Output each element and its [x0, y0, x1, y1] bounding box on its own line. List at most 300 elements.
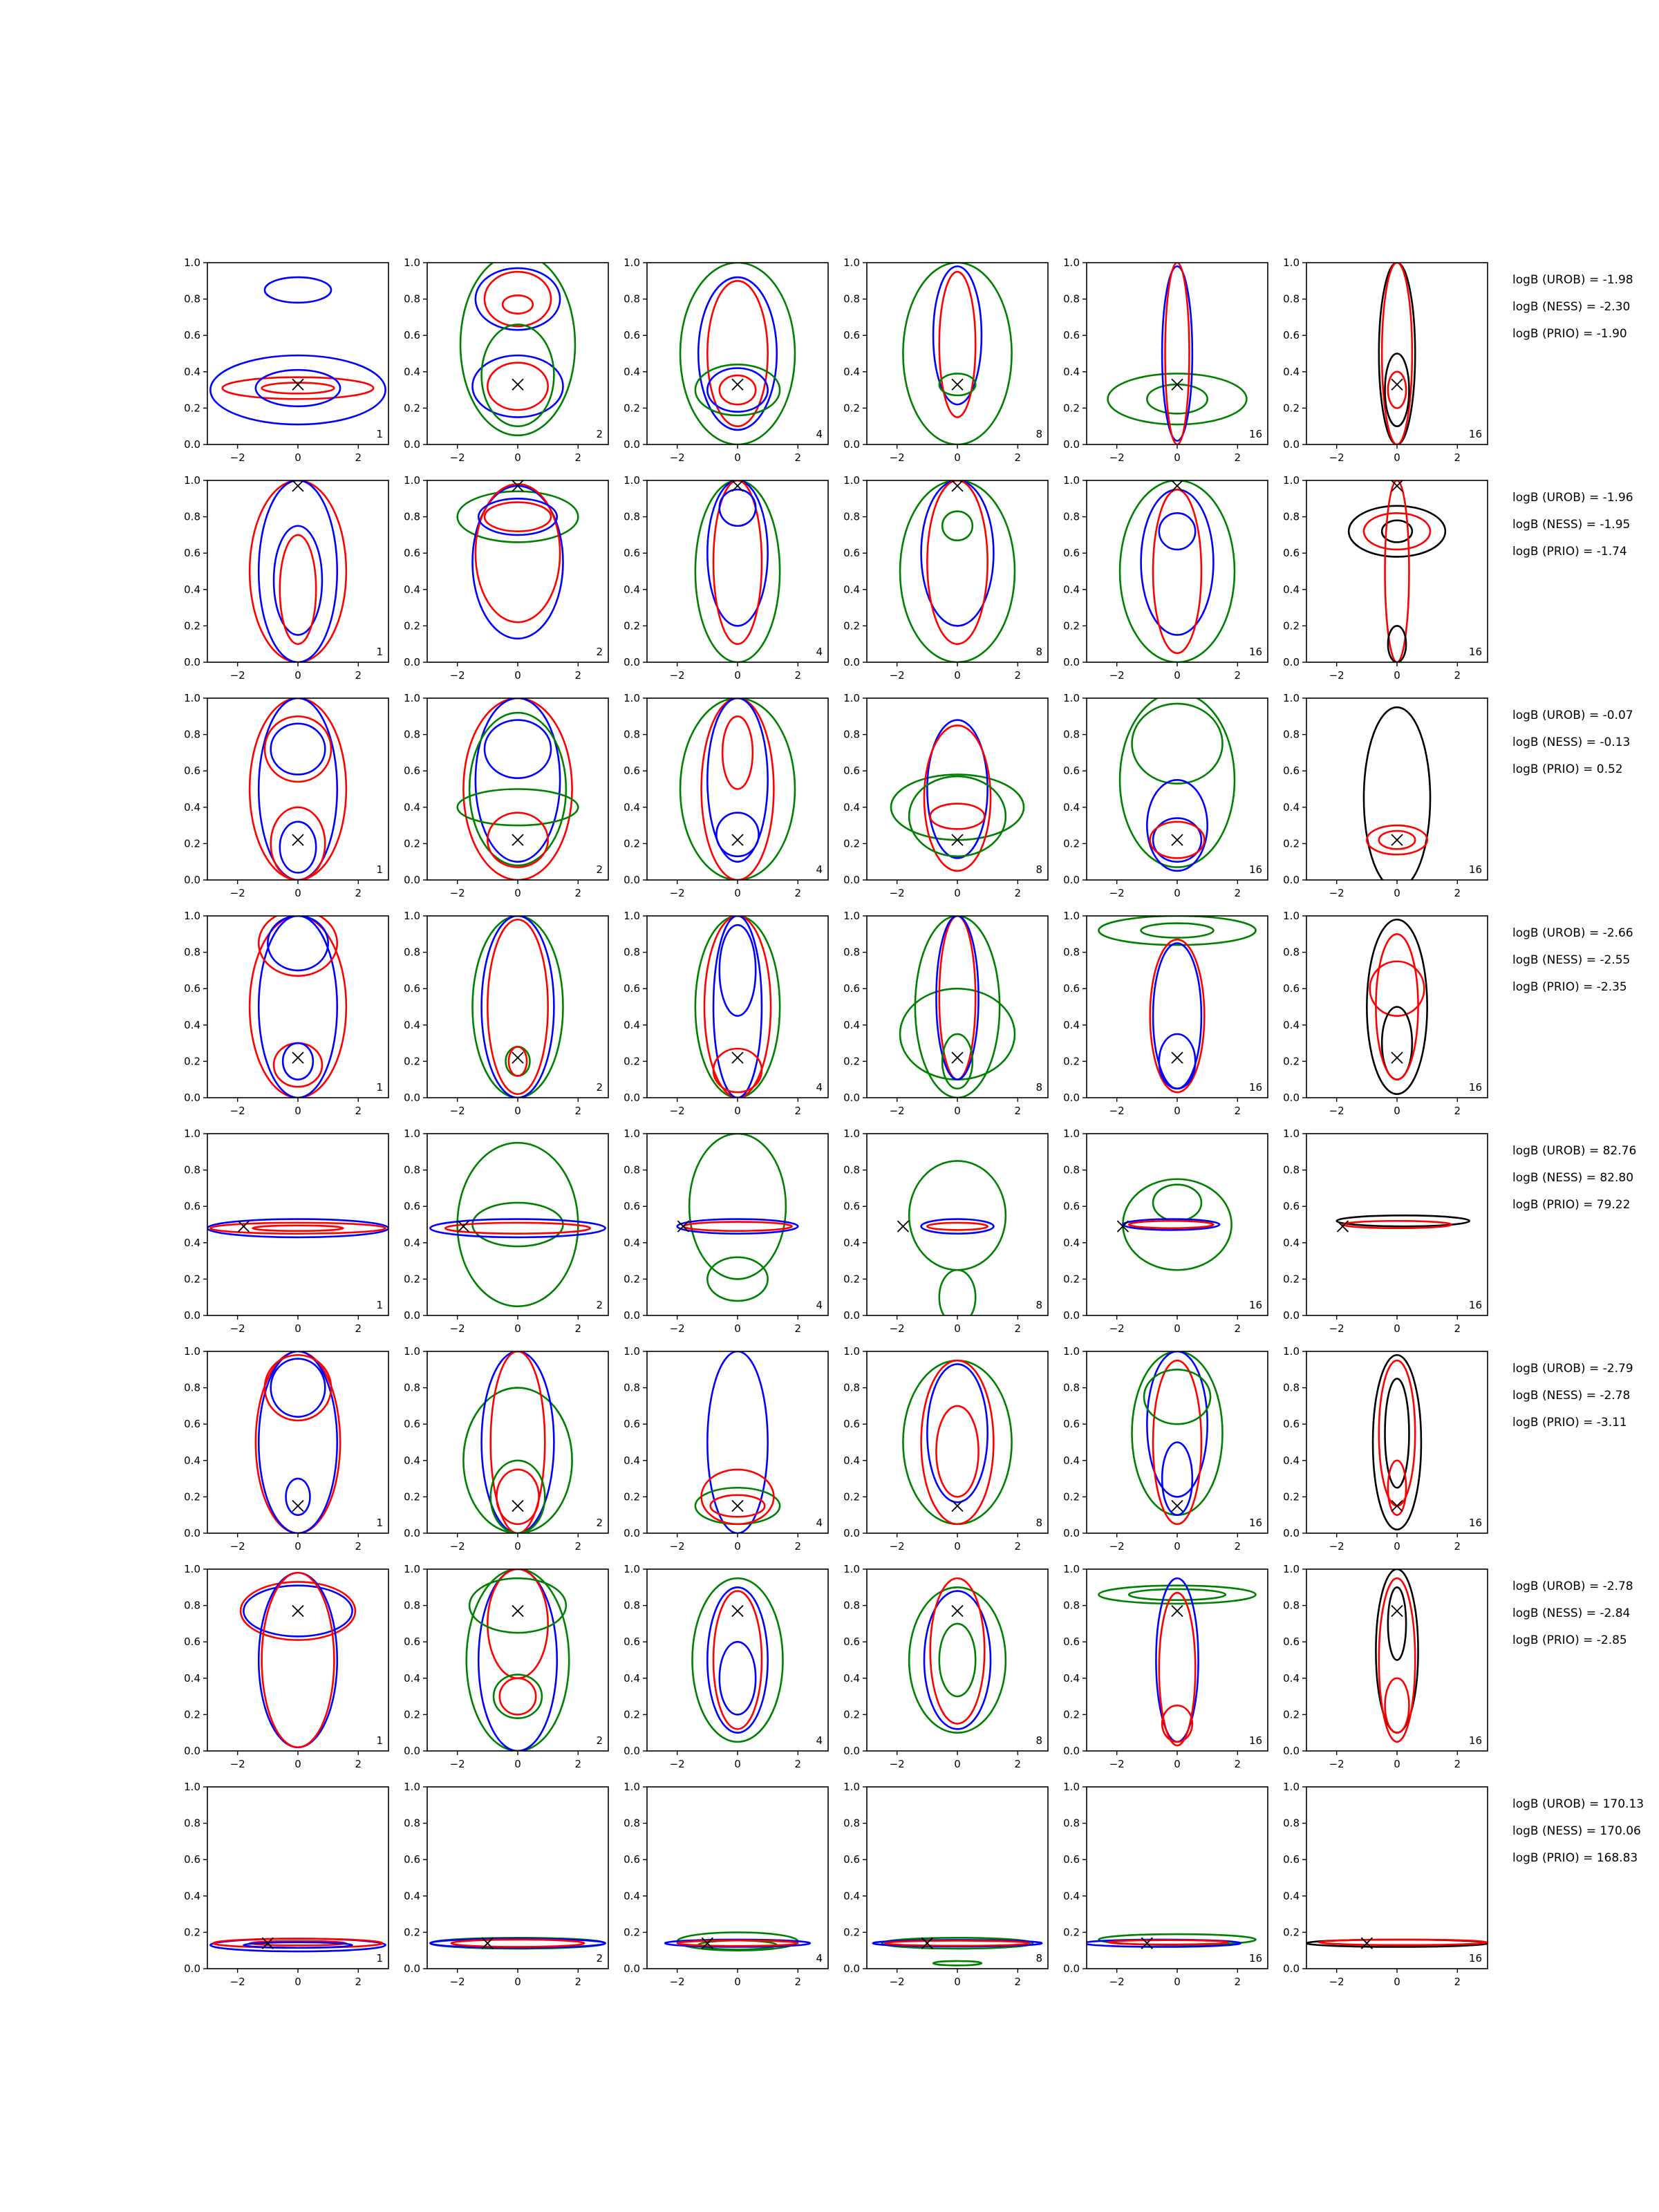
logb-urob: logB (UROB) = -2.66: [1512, 926, 1633, 940]
y-tick-label: 1.0: [843, 256, 860, 269]
y-tick-label: 0.2: [843, 619, 860, 632]
blue-contour: [482, 916, 554, 1098]
y-tick-label: 1.0: [843, 1563, 860, 1575]
x-tick-label: 0: [1174, 1322, 1181, 1335]
y-tick-label: 0.2: [1283, 1273, 1300, 1286]
x-tick-label: 2: [1454, 1758, 1461, 1770]
y-tick-label: 0.8: [184, 1163, 200, 1177]
y-tick-label: 0.2: [404, 1490, 420, 1503]
y-tick-label: 0.8: [1283, 510, 1300, 523]
red-contour: [720, 375, 756, 404]
red-contour: [487, 363, 547, 410]
contour-group: [1120, 693, 1235, 871]
y-tick-label: 1.0: [184, 1781, 200, 1793]
blue-contour: [927, 1364, 987, 1502]
contour-group: [467, 1569, 569, 1751]
green-contour: [1132, 704, 1223, 784]
y-tick-label: 0.0: [624, 438, 640, 451]
y-tick-label: 1.0: [624, 256, 640, 269]
y-tick-label: 0.6: [843, 1418, 860, 1431]
y-tick-label: 0.6: [1063, 547, 1080, 560]
panel-label: 16: [1468, 1299, 1482, 1311]
panel-r6-c5: [1063, 1345, 1268, 1553]
y-tick-label: 0.2: [1063, 837, 1080, 850]
red-contour: [702, 1470, 774, 1524]
y-tick-label: 0.6: [184, 1635, 200, 1649]
panel-r7-c1: [184, 1563, 388, 1770]
x-tick-label: 0: [514, 451, 521, 464]
blue-contour: [476, 268, 560, 330]
panel-label: 2: [596, 1952, 603, 1965]
y-tick-label: 0.4: [1283, 365, 1300, 378]
y-tick-label: 0.6: [843, 1200, 860, 1213]
x-tick-label: 2: [794, 1540, 802, 1553]
x-tick-label: 0: [954, 1322, 961, 1335]
y-tick-label: 0.0: [624, 874, 640, 886]
y-tick-label: 0.6: [1283, 329, 1300, 342]
x-tick-label: −2: [669, 451, 685, 464]
black-contour: [1364, 707, 1430, 889]
x-tick-label: 2: [355, 451, 362, 464]
panel-label: 16: [1248, 1299, 1262, 1311]
panel-r2-c5: [1063, 474, 1268, 682]
contour-group: [1108, 263, 1247, 444]
blue-contour: [256, 370, 340, 406]
x-tick-label: 0: [1394, 451, 1400, 464]
x-tick-label: 0: [1394, 1322, 1400, 1335]
red-contour: [1385, 1678, 1409, 1733]
y-tick-label: 1.0: [624, 1563, 640, 1575]
panel-label: 2: [596, 1299, 603, 1311]
y-tick-label: 1.0: [1283, 474, 1300, 487]
y-tick-label: 0.4: [624, 1236, 640, 1249]
panel-label: 1: [376, 863, 383, 876]
y-tick-label: 0.4: [624, 1018, 640, 1031]
red-contour: [265, 716, 331, 782]
axes-frame: [1087, 1569, 1268, 1751]
logb-prio: logB (PRIO) = 168.83: [1512, 1851, 1638, 1865]
y-tick-label: 0.4: [184, 1018, 200, 1031]
y-tick-label: 0.0: [843, 656, 860, 668]
y-tick-label: 1.0: [843, 1127, 860, 1140]
y-tick-label: 0.2: [184, 1490, 200, 1503]
x-tick-label: −2: [669, 1758, 685, 1770]
y-tick-label: 0.0: [184, 656, 200, 668]
green-contour: [1153, 1185, 1201, 1221]
y-tick-label: 0.2: [1283, 1926, 1300, 1939]
panel-r3-c1: [184, 692, 388, 899]
red-contour: [487, 919, 547, 1094]
x-tick-label: −2: [449, 1540, 465, 1553]
y-tick-label: 0.8: [843, 728, 860, 741]
axes-frame: [427, 916, 608, 1098]
red-contour: [509, 1047, 527, 1076]
logb-ness: logB (NESS) = -2.78: [1512, 1389, 1631, 1403]
y-tick-label: 0.8: [404, 1163, 420, 1177]
axes-frame: [647, 1134, 828, 1315]
panel-label: 16: [1468, 428, 1482, 440]
panel-r5-c6: [1283, 1127, 1488, 1335]
panel-r3-c3: [624, 692, 828, 899]
contour-group: [250, 698, 346, 880]
green-contour: [1147, 384, 1207, 413]
contour-group: [1120, 480, 1235, 662]
y-tick-label: 0.6: [1063, 1853, 1080, 1866]
y-tick-label: 0.0: [404, 438, 420, 451]
x-tick-label: 2: [355, 1322, 362, 1335]
x-tick-label: −2: [889, 1976, 905, 1988]
y-tick-label: 0.0: [404, 874, 420, 886]
blue-contour: [720, 925, 756, 1016]
y-tick-label: 0.2: [624, 619, 640, 632]
y-tick-label: 1.0: [624, 1781, 640, 1793]
y-tick-label: 0.6: [404, 1635, 420, 1649]
green-contour: [909, 776, 1006, 856]
x-tick-label: −2: [449, 1976, 465, 1988]
y-tick-label: 0.4: [1283, 1671, 1300, 1685]
x-tick-label: 2: [1014, 1976, 1022, 1988]
contour-group: [210, 277, 385, 424]
y-tick-label: 0.0: [843, 1745, 860, 1757]
y-tick-label: 0.2: [843, 1490, 860, 1503]
blue-contour: [259, 916, 337, 1098]
y-tick-label: 0.2: [404, 1273, 420, 1286]
y-tick-label: 0.0: [624, 1309, 640, 1322]
y-tick-label: 0.8: [404, 1381, 420, 1394]
y-tick-label: 0.8: [624, 1599, 640, 1612]
axes-frame: [427, 1569, 608, 1751]
y-tick-label: 0.6: [843, 329, 860, 342]
x-tick-label: −2: [669, 887, 685, 899]
contour-group: [680, 263, 795, 444]
y-tick-label: 0.0: [1063, 1745, 1080, 1757]
contour-group: [1373, 1355, 1421, 1529]
panel-label: 8: [1035, 646, 1042, 658]
y-tick-label: 0.4: [1063, 583, 1080, 596]
y-tick-label: 0.6: [404, 1853, 420, 1866]
y-tick-label: 0.0: [843, 1962, 860, 1975]
x-tick-label: −2: [889, 669, 905, 682]
y-tick-label: 0.6: [184, 765, 200, 778]
x-tick-label: 2: [355, 1540, 362, 1553]
y-tick-label: 0.4: [624, 800, 640, 814]
x-tick-label: −2: [1109, 1976, 1125, 1988]
red-contour: [677, 1940, 798, 1946]
panel-r2-c3: [624, 474, 828, 682]
logb-prio: logB (PRIO) = -2.35: [1512, 980, 1627, 994]
x-tick-label: 0: [294, 887, 301, 899]
x-tick-label: −2: [1329, 669, 1344, 682]
contour-group: [695, 480, 780, 662]
red-contour: [250, 698, 346, 880]
logb-prio: logB (PRIO) = -3.11: [1512, 1416, 1627, 1430]
blue-contour: [921, 1219, 994, 1234]
y-tick-label: 0.8: [184, 1817, 200, 1830]
green-contour: [1098, 916, 1255, 945]
axes-frame: [427, 1134, 608, 1315]
x-tick-label: −2: [449, 1758, 465, 1770]
logb-urob: logB (UROB) = -2.78: [1512, 1580, 1633, 1593]
y-tick-label: 0.4: [184, 583, 200, 596]
contour-group: [1084, 1934, 1256, 1947]
y-tick-label: 0.6: [624, 1635, 640, 1649]
y-tick-label: 0.2: [184, 1055, 200, 1068]
y-tick-label: 0.8: [624, 946, 640, 959]
blue-contour: [720, 489, 756, 526]
y-tick-label: 0.8: [184, 510, 200, 523]
panel-r7-c4: [843, 1563, 1048, 1770]
x-tick-label: 0: [954, 1540, 961, 1553]
y-tick-label: 1.0: [404, 692, 420, 704]
y-tick-label: 0.0: [1063, 1091, 1080, 1104]
x-tick-label: 2: [574, 669, 582, 682]
x-tick-label: 0: [954, 1976, 961, 1988]
y-tick-label: 0.6: [184, 1200, 200, 1213]
y-tick-label: 0.0: [843, 438, 860, 451]
axes-frame: [207, 1569, 388, 1751]
y-tick-label: 0.8: [843, 946, 860, 959]
red-contour: [1318, 1940, 1488, 1945]
y-tick-label: 0.8: [1283, 1817, 1300, 1830]
y-tick-label: 1.0: [843, 910, 860, 922]
x-tick-label: 2: [1234, 887, 1241, 899]
y-tick-label: 1.0: [624, 910, 640, 922]
y-tick-label: 1.0: [843, 474, 860, 487]
x-tick-label: −2: [1109, 1322, 1125, 1335]
y-tick-label: 0.2: [624, 1708, 640, 1721]
y-tick-label: 0.4: [624, 583, 640, 596]
y-tick-label: 0.8: [1283, 728, 1300, 741]
y-tick-label: 0.0: [184, 438, 200, 451]
y-tick-label: 0.8: [1063, 1381, 1080, 1394]
panel-label: 16: [1248, 1517, 1262, 1529]
x-tick-label: 0: [514, 887, 521, 899]
logb-annotations-r4: [1512, 926, 1633, 994]
y-tick-label: 0.0: [1063, 438, 1080, 451]
contour-group: [693, 1578, 783, 1742]
contour-group: [909, 1161, 1006, 1324]
panel-label: 4: [816, 1517, 823, 1529]
contour-group: [680, 698, 795, 880]
x-tick-label: −2: [889, 451, 905, 464]
red-contour: [280, 535, 316, 644]
logb-annotations-r3: [1512, 709, 1633, 776]
y-tick-label: 0.2: [624, 1926, 640, 1939]
y-tick-label: 0.8: [404, 728, 420, 741]
panel-r1-c5: [1063, 256, 1268, 464]
x-tick-label: 2: [1454, 669, 1461, 682]
green-contour: [1132, 1351, 1223, 1515]
y-tick-label: 1.0: [624, 1127, 640, 1140]
panel-label: 16: [1248, 646, 1262, 658]
logb-annotations-r6: [1512, 1362, 1633, 1430]
red-contour: [936, 1406, 978, 1497]
x-tick-label: −2: [449, 887, 465, 899]
x-tick-label: 0: [294, 669, 301, 682]
y-tick-label: 0.2: [404, 1926, 420, 1939]
green-contour: [695, 916, 780, 1098]
contour-group: [1364, 707, 1430, 889]
x-tick-label: −2: [229, 887, 245, 899]
panel-r6-c4: [843, 1345, 1048, 1553]
y-tick-label: 0.4: [624, 1671, 640, 1685]
blue-contour: [259, 1573, 337, 1747]
y-tick-label: 0.0: [1063, 656, 1080, 668]
red-contour: [939, 916, 975, 1080]
y-tick-label: 0.0: [404, 1091, 420, 1104]
red-contour: [921, 1360, 994, 1524]
y-tick-label: 0.6: [184, 547, 200, 560]
y-tick-label: 0.0: [624, 1962, 640, 1975]
panel-label: 1: [376, 1952, 383, 1965]
x-tick-label: −2: [669, 1540, 685, 1553]
contour-group: [900, 480, 1015, 662]
panel-label: 16: [1468, 1734, 1482, 1747]
x-tick-label: −2: [669, 1105, 685, 1117]
contour-group: [473, 916, 563, 1098]
y-tick-label: 0.2: [1283, 1490, 1300, 1503]
y-tick-label: 1.0: [624, 474, 640, 487]
black-contour: [1388, 1587, 1406, 1660]
x-tick-label: 2: [1234, 1105, 1241, 1117]
y-tick-label: 0.6: [184, 1418, 200, 1431]
y-tick-label: 1.0: [624, 692, 640, 704]
red-contour: [1150, 939, 1205, 1092]
y-tick-label: 0.2: [624, 1490, 640, 1503]
x-tick-label: 2: [794, 887, 802, 899]
contour-group: [1367, 919, 1427, 1094]
y-tick-label: 0.0: [624, 1527, 640, 1539]
y-tick-label: 0.4: [1063, 1671, 1080, 1685]
x-tick-label: −2: [229, 1758, 245, 1770]
y-tick-label: 0.0: [404, 1962, 420, 1975]
green-contour: [1123, 1179, 1231, 1271]
y-tick-label: 0.0: [1283, 1527, 1300, 1539]
x-tick-label: −2: [889, 1540, 905, 1553]
panel-label: 1: [376, 1081, 383, 1094]
panel-r2-c2: [404, 474, 608, 682]
green-contour: [693, 1578, 783, 1742]
y-tick-label: 0.8: [1063, 728, 1080, 741]
red-contour: [262, 1573, 335, 1747]
y-tick-label: 0.6: [843, 765, 860, 778]
x-tick-label: 0: [294, 1322, 301, 1335]
y-tick-label: 0.2: [404, 619, 420, 632]
x-tick-label: 2: [1234, 1976, 1241, 1988]
y-tick-label: 0.0: [404, 656, 420, 668]
contour-group: [207, 1219, 388, 1237]
y-tick-label: 1.0: [1283, 910, 1300, 922]
x-tick-label: 0: [514, 1540, 521, 1553]
panel-label: 16: [1468, 863, 1482, 876]
blue-contour: [1159, 1034, 1195, 1089]
red-contour: [927, 480, 987, 644]
x-tick-label: 0: [1174, 887, 1181, 899]
x-tick-label: −2: [669, 1976, 685, 1988]
y-tick-label: 0.4: [1063, 1889, 1080, 1902]
red-contour: [271, 807, 326, 880]
y-tick-label: 0.2: [1063, 402, 1080, 415]
x-tick-label: 0: [734, 887, 741, 899]
y-tick-label: 0.6: [843, 1853, 860, 1866]
x-tick-label: 0: [734, 669, 741, 682]
y-tick-label: 0.4: [624, 365, 640, 378]
x-tick-label: −2: [1109, 1540, 1125, 1553]
x-tick-label: 2: [574, 1105, 582, 1117]
y-tick-label: 1.0: [184, 1127, 200, 1140]
x-tick-label: 2: [1234, 451, 1241, 464]
y-tick-label: 0.0: [1283, 1309, 1300, 1322]
y-tick-label: 0.2: [843, 1708, 860, 1721]
panel-r3-c5: [1063, 692, 1268, 899]
x-tick-label: 2: [1454, 451, 1461, 464]
green-contour: [1144, 1369, 1210, 1424]
panel-label: 16: [1248, 1734, 1262, 1747]
y-tick-label: 0.2: [184, 619, 200, 632]
y-tick-label: 0.0: [1283, 874, 1300, 886]
red-contour: [722, 716, 753, 789]
y-tick-label: 0.6: [1063, 982, 1080, 995]
logb-annotations-r7: [1512, 1580, 1633, 1647]
y-tick-label: 0.2: [1063, 1490, 1080, 1503]
x-tick-label: −2: [1329, 1322, 1344, 1335]
y-tick-label: 0.6: [624, 765, 640, 778]
y-tick-label: 1.0: [404, 1345, 420, 1358]
x-tick-label: 2: [1454, 1322, 1461, 1335]
y-tick-label: 0.2: [1063, 1055, 1080, 1068]
panel-r4-c1: [184, 910, 388, 1117]
axes-frame: [867, 480, 1048, 662]
panel-label: 16: [1248, 863, 1262, 876]
panel-r5-c5: [1063, 1127, 1268, 1335]
y-tick-label: 0.8: [404, 510, 420, 523]
x-tick-label: 0: [734, 1540, 741, 1553]
axes-frame: [1306, 1134, 1488, 1315]
contour-group: [250, 480, 346, 662]
y-tick-label: 0.4: [1063, 1454, 1080, 1467]
axes-frame: [647, 480, 828, 662]
green-contour: [933, 1961, 982, 1965]
panel-label: 16: [1248, 428, 1262, 440]
y-tick-label: 0.2: [404, 402, 420, 415]
y-tick-label: 1.0: [1063, 1781, 1080, 1793]
y-tick-label: 0.0: [1283, 1962, 1300, 1975]
x-tick-label: −2: [669, 669, 685, 682]
red-contour: [1165, 263, 1190, 444]
x-tick-label: 0: [734, 1322, 741, 1335]
x-tick-label: 2: [1454, 1105, 1461, 1117]
y-tick-label: 0.2: [624, 1055, 640, 1068]
y-tick-label: 0.2: [184, 837, 200, 850]
y-tick-label: 0.8: [184, 292, 200, 306]
y-tick-label: 0.6: [1063, 329, 1080, 342]
logb-prio: logB (PRIO) = -1.90: [1512, 327, 1627, 341]
panel-label: 4: [816, 646, 823, 658]
panel-r3-c2: [404, 692, 608, 899]
green-contour: [900, 480, 1015, 662]
panel-label: 4: [816, 1081, 823, 1094]
x-tick-label: −2: [1329, 1758, 1344, 1770]
x-tick-label: 2: [355, 669, 362, 682]
green-contour: [1108, 373, 1247, 424]
x-tick-label: 2: [1234, 1322, 1241, 1335]
axes-frame: [647, 916, 828, 1098]
x-tick-label: 0: [954, 1758, 961, 1770]
panel-r7-c2: [404, 1563, 608, 1770]
y-tick-label: 0.8: [624, 728, 640, 741]
y-tick-label: 0.2: [1283, 837, 1300, 850]
y-tick-label: 0.2: [1063, 1708, 1080, 1721]
